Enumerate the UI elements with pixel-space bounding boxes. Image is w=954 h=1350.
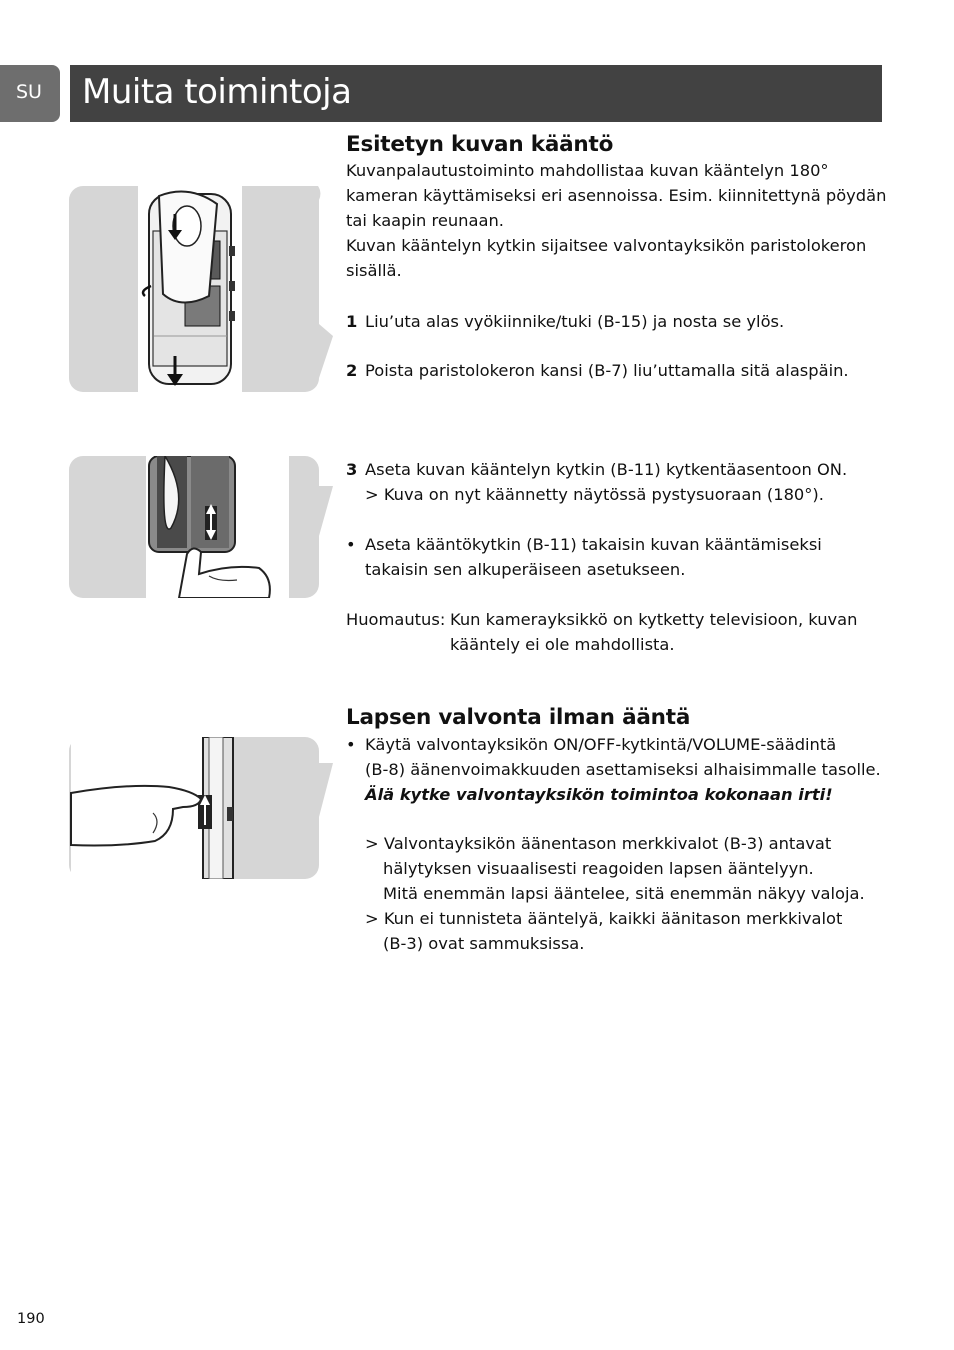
title-bar [70, 65, 882, 122]
page-number: 190 [17, 1311, 45, 1327]
step-text: Poista paristolokeron kansi (B-7) liu’uttamalla sitä alaspäin. [365, 361, 849, 380]
paragraph-line: sisällä. [346, 261, 402, 280]
bullet-marker: • [346, 735, 356, 754]
step-number: 2 [346, 361, 358, 380]
result-line: > Kun ei tunnisteta ääntelyä, kaikki äänitason merkkivalot [365, 909, 843, 928]
language-code: SU [16, 81, 42, 103]
bullet-line: Käytä valvontayksikön ON/OFF-kytkintä/VOLUME-säädintä [365, 735, 837, 754]
bullet-line: takaisin sen alkuperäiseen asetukseen. [365, 560, 686, 579]
result-line: (B-3) ovat sammuksissa. [383, 934, 585, 953]
note-line: kääntely ei ole mahdollista. [450, 635, 675, 654]
paragraph-line: Kuvanpalautustoiminto mahdollistaa kuvan kääntelyn 180° [346, 161, 829, 180]
paragraph-line: tai kaapin reunaan. [346, 211, 504, 230]
paragraph-line: kameran käyttämiseksi eri asennoissa. Esim. kiinnitettynä pöydän [346, 186, 887, 205]
step-result: > Kuva on nyt käännetty näytössä pystysuoraan (180°). [365, 485, 824, 504]
warning-text: Älä kytke valvontayksikön toimintoa kokonaan irti! [365, 785, 833, 804]
bullet-line: Aseta kääntökytkin (B-11) takaisin kuvan kääntämiseksi [365, 535, 822, 554]
illustration-volume-control [69, 737, 334, 879]
note-line: Kun kamerayksikkö on kytketty televisioon, kuvan [450, 610, 858, 629]
step-number: 1 [346, 312, 358, 331]
illustration-flip-switch [69, 456, 334, 598]
language-tab [0, 65, 60, 122]
section-heading-image-flip: Esitetyn kuvan kääntö [346, 132, 614, 157]
paragraph-line: Kuvan kääntelyn kytkin sijaitsee valvontayksikön paristolokeron [346, 236, 867, 255]
page-title: Muita toimintoja [82, 72, 352, 112]
section-heading-silent-monitoring: Lapsen valvonta ilman ääntä [346, 705, 691, 730]
step-number: 3 [346, 460, 358, 479]
result-line: > Valvontayksikön äänentason merkkivalot (B-3) antavat [365, 834, 832, 853]
illustration-remove-battery-cover [69, 186, 334, 392]
step-text: Aseta kuvan kääntelyn kytkin (B-11) kytkentäasentoon ON. [365, 460, 848, 479]
result-line: hälytyksen visuaalisesti reagoiden lapsen ääntelyyn. [383, 859, 814, 878]
result-line: Mitä enemmän lapsi ääntelee, sitä enemmän näkyy valoja. [383, 884, 865, 903]
step-text: Liu’uta alas vyökiinnike/tuki (B-15) ja nosta se ylös. [365, 312, 785, 331]
note-label: Huomautus: [346, 610, 446, 629]
bullet-line: (B-8) äänenvoimakkuuden asettamiseksi alhaisimmalle tasolle. [365, 760, 881, 779]
bullet-marker: • [346, 535, 356, 554]
